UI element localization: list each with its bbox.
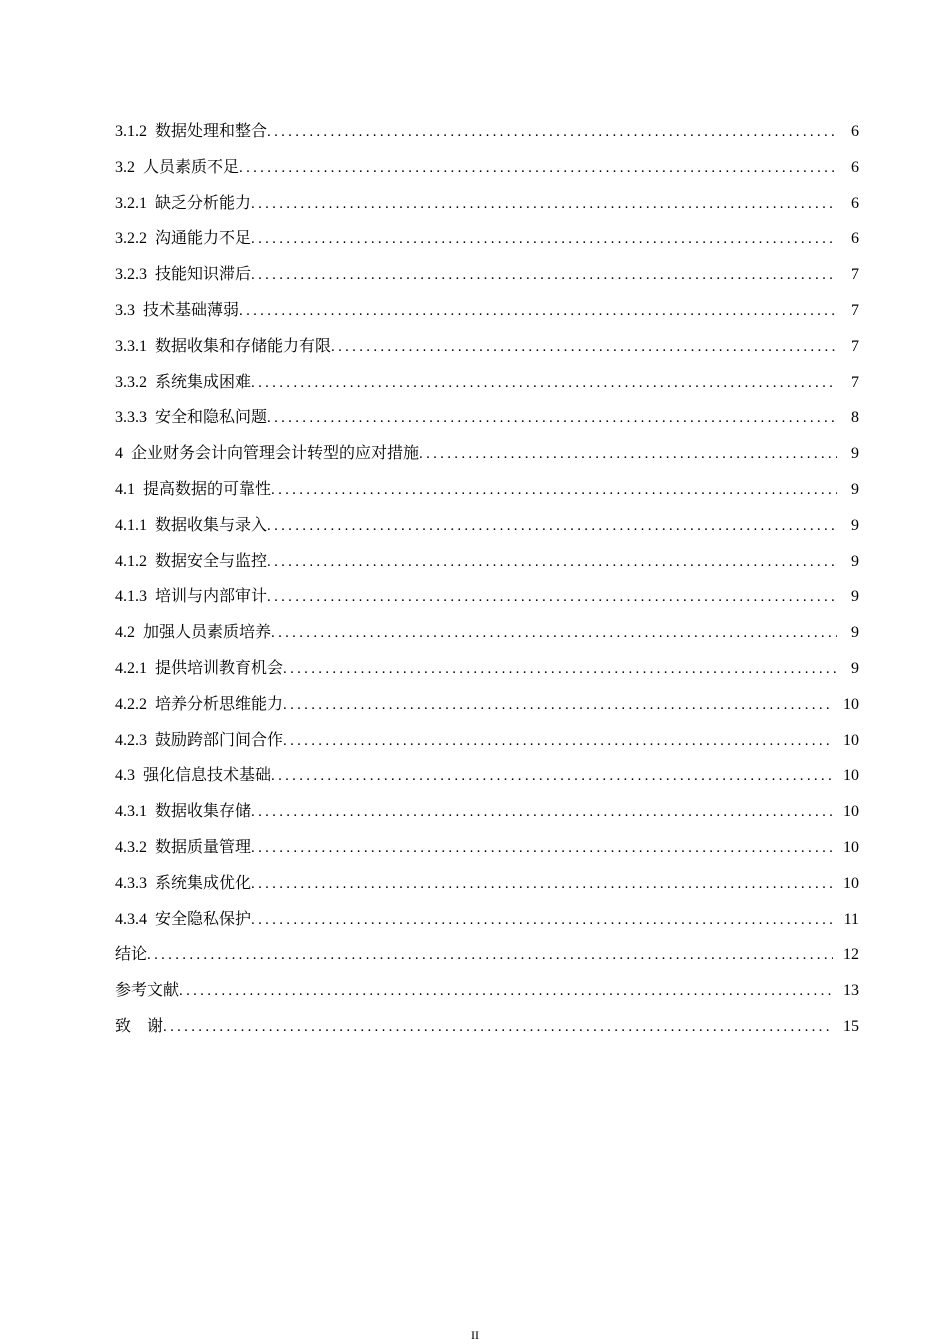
toc-entry-title: 系统集成优化 bbox=[155, 874, 252, 892]
toc-entry-number: 4.2.3 bbox=[115, 731, 147, 749]
toc-entry-page: 9 bbox=[851, 659, 859, 677]
toc-entry[interactable] bbox=[115, 794, 859, 830]
dot-leader bbox=[283, 724, 833, 760]
toc-entry-title: 沟通能力不足 bbox=[155, 230, 252, 248]
toc-entry-title: 系统集成困难 bbox=[155, 373, 252, 391]
toc-entry-page: 6 bbox=[851, 158, 859, 176]
dot-leader bbox=[251, 366, 837, 402]
toc-entry-page: 9 bbox=[851, 588, 859, 606]
toc-entry-title: 致 谢 bbox=[115, 1017, 164, 1035]
toc-entry-title: 参考文献 bbox=[115, 982, 180, 1000]
toc-entry[interactable] bbox=[115, 508, 859, 544]
toc-entry[interactable] bbox=[115, 937, 859, 973]
toc-entry-page: 8 bbox=[851, 409, 859, 427]
toc-entry[interactable] bbox=[115, 186, 859, 222]
toc-entry-page: 9 bbox=[851, 516, 859, 534]
toc-entry-title: 安全隐私保护 bbox=[155, 910, 252, 928]
toc-entry-title: 提高数据的可靠性 bbox=[143, 480, 272, 498]
toc-entry-number: 3.2 bbox=[115, 158, 135, 176]
toc-entry-page: 6 bbox=[851, 230, 859, 248]
toc-entry-page: 7 bbox=[851, 373, 859, 391]
dot-leader bbox=[267, 509, 837, 545]
dot-leader bbox=[147, 938, 833, 974]
toc-entry[interactable] bbox=[115, 615, 859, 651]
toc-entry-page: 11 bbox=[843, 910, 859, 928]
toc-entry[interactable] bbox=[115, 902, 859, 938]
toc-entry[interactable] bbox=[115, 651, 859, 687]
toc-entry-number: 3.3.2 bbox=[115, 373, 147, 391]
toc-entry-title: 企业财务会计向管理会计转型的应对措施 bbox=[131, 445, 420, 463]
dot-leader bbox=[267, 580, 837, 616]
toc-entry-page: 10 bbox=[843, 874, 859, 892]
toc-entry-number: 4.3 bbox=[115, 767, 135, 785]
toc-entry[interactable] bbox=[115, 150, 859, 186]
toc-entry-title: 提供培训教育机会 bbox=[155, 659, 284, 677]
toc-entry-title: 数据收集存储 bbox=[155, 803, 252, 821]
dot-leader bbox=[271, 616, 837, 652]
toc-entry-title: 技术基础薄弱 bbox=[143, 301, 240, 319]
toc-entry-page: 13 bbox=[843, 982, 859, 1000]
dot-leader bbox=[163, 1010, 833, 1046]
toc-entry[interactable] bbox=[115, 436, 859, 472]
toc-entry-title: 数据处理和整合 bbox=[155, 123, 268, 140]
dot-leader bbox=[419, 437, 837, 473]
dot-leader bbox=[251, 222, 837, 258]
dot-leader bbox=[267, 115, 837, 151]
toc-entry-page: 6 bbox=[851, 194, 859, 212]
toc-entry[interactable] bbox=[115, 544, 859, 580]
toc-entry-title: 数据质量管理 bbox=[155, 838, 252, 856]
toc-entry-number: 4 bbox=[115, 445, 123, 463]
toc-entry-title: 培养分析思维能力 bbox=[155, 695, 284, 713]
toc-entry-number: 4.3.1 bbox=[115, 803, 147, 821]
toc-entry-number: 4.1 bbox=[115, 480, 135, 498]
toc-entry-number: 4.3.3 bbox=[115, 874, 147, 892]
toc-entry-title: 鼓励跨部门间合作 bbox=[155, 731, 284, 749]
toc-entry-title: 强化信息技术基础 bbox=[143, 767, 272, 785]
toc-entry[interactable] bbox=[115, 221, 859, 257]
dot-leader bbox=[271, 759, 833, 795]
dot-leader bbox=[267, 545, 837, 581]
toc-entry-page: 9 bbox=[851, 480, 859, 498]
toc-entry-page: 7 bbox=[851, 301, 859, 319]
toc-entry[interactable] bbox=[115, 579, 859, 615]
dot-leader bbox=[283, 688, 833, 724]
toc-entry[interactable] bbox=[115, 687, 859, 723]
toc-entry-number: 4.3.2 bbox=[115, 838, 147, 856]
dot-leader bbox=[179, 974, 833, 1010]
toc-entry-page: 10 bbox=[843, 838, 859, 856]
toc-entry-title: 缺乏分析能力 bbox=[155, 194, 252, 212]
toc-entry-title: 数据安全与监控 bbox=[155, 552, 268, 570]
dot-leader bbox=[251, 867, 833, 903]
toc-entry-number: 3.2.1 bbox=[115, 194, 147, 212]
toc-entry[interactable] bbox=[115, 973, 859, 1009]
toc-entry-number: 4.2.2 bbox=[115, 695, 147, 713]
toc-entry-title: 数据收集和存储能力有限 bbox=[155, 337, 332, 355]
toc-entry[interactable] bbox=[115, 830, 859, 866]
toc-entry-number: 4.3.4 bbox=[115, 910, 147, 928]
toc-entry-number: 4.1.2 bbox=[115, 552, 147, 570]
toc-entry[interactable] bbox=[115, 1009, 859, 1045]
toc-entry[interactable] bbox=[115, 114, 859, 150]
dot-leader bbox=[267, 401, 837, 437]
toc-entry-number: 3.2.3 bbox=[115, 266, 147, 284]
toc-entry[interactable] bbox=[115, 365, 859, 401]
toc-entry-page: 12 bbox=[843, 946, 859, 964]
dot-leader bbox=[239, 151, 837, 187]
toc-entry-page: 10 bbox=[843, 731, 859, 749]
toc-entry-title: 人员素质不足 bbox=[143, 158, 240, 176]
toc-entry-number: 3.3.1 bbox=[115, 337, 147, 355]
toc-entry-number: 4.2 bbox=[115, 624, 135, 642]
dot-leader bbox=[251, 258, 837, 294]
toc-entry-page: 7 bbox=[851, 266, 859, 284]
toc-entry-page: 10 bbox=[843, 695, 859, 713]
toc-entry-number: 3.2.2 bbox=[115, 230, 147, 248]
dot-leader bbox=[331, 330, 837, 366]
toc-entry-title: 加强人员素质培养 bbox=[143, 624, 272, 642]
toc-entry-title: 安全和隐私问题 bbox=[155, 409, 268, 427]
toc-entry[interactable] bbox=[115, 758, 859, 794]
dot-leader bbox=[251, 187, 837, 223]
toc-entry[interactable] bbox=[115, 329, 859, 365]
toc-entry-page: 9 bbox=[851, 624, 859, 642]
toc-entry-title: 技能知识滞后 bbox=[155, 266, 252, 284]
toc-entry-number: 4.2.1 bbox=[115, 659, 147, 677]
toc-entry-page: 15 bbox=[843, 1017, 859, 1035]
toc-entry-page: 10 bbox=[843, 803, 859, 821]
toc-entry-page: 9 bbox=[851, 445, 859, 463]
toc-entry-title: 培训与内部审计 bbox=[155, 588, 268, 606]
toc-entry-number: 4.1.3 bbox=[115, 588, 147, 606]
dot-leader bbox=[239, 294, 837, 330]
dot-leader bbox=[271, 473, 837, 509]
toc-entry[interactable] bbox=[115, 723, 859, 759]
toc-entry-title: 数据收集与录入 bbox=[155, 516, 268, 534]
toc-entry[interactable] bbox=[115, 293, 859, 329]
toc-entry-number: 4.1.1 bbox=[115, 516, 147, 534]
toc-entry-number: 3.3 bbox=[115, 301, 135, 319]
toc-entry-page: 10 bbox=[843, 767, 859, 785]
toc-entry-page: 7 bbox=[851, 337, 859, 355]
toc-entry-number: 3.1.2 bbox=[115, 123, 147, 140]
table-of-contents bbox=[115, 114, 859, 1045]
dot-leader bbox=[251, 903, 834, 939]
page-number-footer: II bbox=[471, 1328, 479, 1342]
toc-entry[interactable] bbox=[115, 472, 859, 508]
dot-leader bbox=[283, 652, 837, 688]
toc-entry-page: 9 bbox=[851, 552, 859, 570]
dot-leader bbox=[251, 795, 833, 831]
toc-entry-page: 6 bbox=[851, 123, 859, 140]
toc-entry[interactable] bbox=[115, 866, 859, 902]
toc-entry[interactable] bbox=[115, 257, 859, 293]
toc-entry[interactable] bbox=[115, 400, 859, 436]
dot-leader bbox=[251, 831, 833, 867]
toc-entry-title: 结论 bbox=[115, 946, 148, 964]
toc-entry-number: 3.3.3 bbox=[115, 409, 147, 427]
